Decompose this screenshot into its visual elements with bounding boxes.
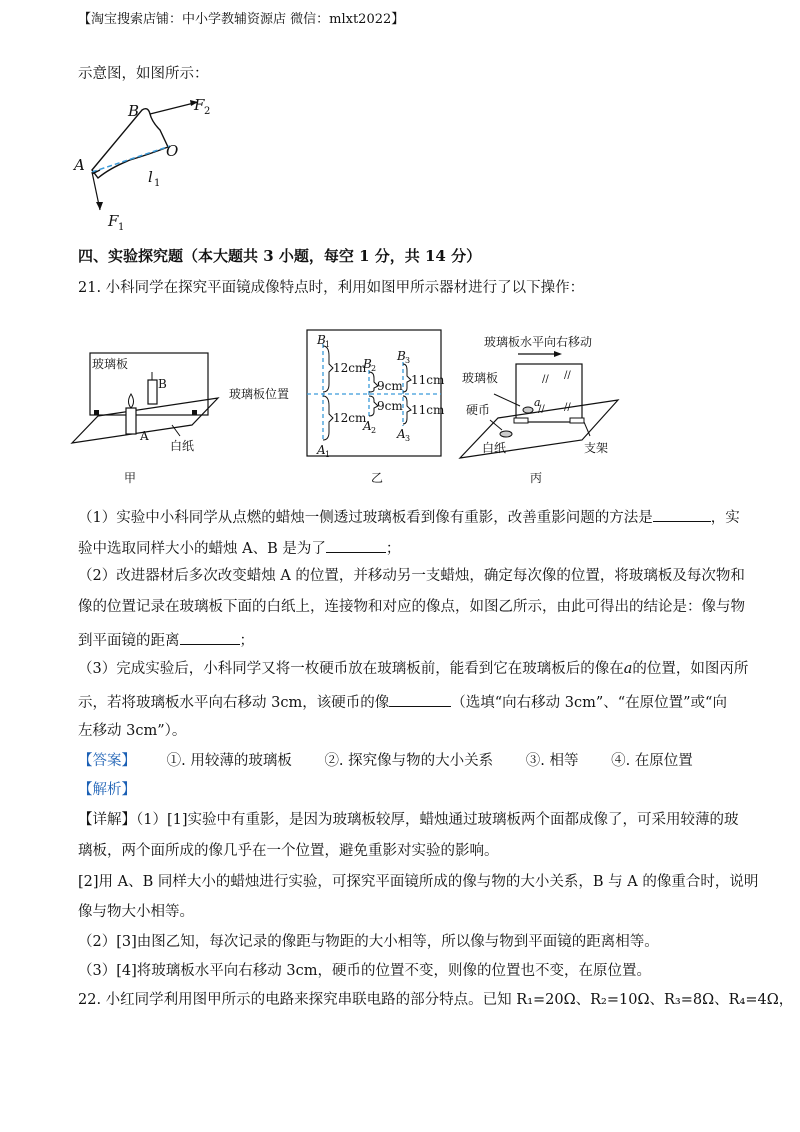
q3-blank[interactable] [389, 690, 451, 707]
answer-tag: 【答案】 [78, 753, 136, 769]
page-header: 【淘宝搜索店铺：中小学教辅资源店 微信：mlxt2022】 [78, 12, 405, 27]
q22-line: 22. 小红同学利用图甲所示的电路来探究串联电路的部分特点。已知 R₁=20Ω、R₂=10Ω、R₃=8Ω、R₄=4Ω， [78, 992, 794, 1008]
detail-line2: 璃板，两个面所成的像几乎在一个位置，避免重影对实验的影响。 [78, 843, 499, 859]
yi-label-A1-sub: 1 [325, 450, 331, 459]
detail-line1 [78, 810, 739, 830]
q2-line1: （2）改进器材后多次改变蜡烛 A 的位置，并移动另一支蜡烛，确定每次像的位置，将玻璃板及每次物和 [78, 568, 745, 584]
bing-mark-4: // [564, 402, 571, 413]
answer-2: ②. 探究像与物的大小关系 [324, 753, 494, 769]
answer-1: ①. 用较薄的玻璃板 [166, 753, 292, 769]
lever-label-l1-sub: 1 [154, 178, 161, 189]
q1-text-a: （1）实验中小科同学从点燃的蜡烛一侧透过玻璃板看到像有重影，改善重影问题的方法是 [78, 510, 653, 526]
yi-label-A2: A [363, 419, 372, 433]
q2-text-b: ； [239, 633, 254, 649]
yi-dist-11-bot: 11cm [411, 403, 445, 417]
bing-mark-3: // [538, 404, 545, 415]
q2-text-a: 到平面镜的距离 [78, 633, 180, 649]
bing-caption: 丙 [530, 471, 543, 485]
q1-line1 [78, 505, 740, 528]
yi-dist-9-top: 9cm [377, 379, 403, 393]
detail-line5: （2）[3]由图乙知，每次记录的像距与物距的大小相等，所以像与物到平面镜的距离相等。 [78, 934, 659, 950]
yi-label-A2-sub: 2 [371, 426, 377, 435]
q1-blank-2[interactable] [326, 536, 386, 553]
detail-text-1: （1）[1]实验中有重影，是因为玻璃板较厚，蜡烛通过玻璃板两个面都成像了，可采用较薄的玻 [136, 812, 739, 828]
q1-blank-1[interactable] [653, 505, 711, 522]
q3-line1 [78, 659, 748, 679]
lever-label-O: O [166, 142, 179, 160]
analysis-tag: 【解析】 [78, 782, 136, 798]
yi-label-A3: A [397, 427, 406, 441]
q21-stem: 21. 小科同学在探究平面镜成像特点时，利用如图甲所示器材进行了以下操作： [78, 280, 585, 296]
bing-paper-label: 白纸 [482, 441, 507, 455]
bing-mark-1: // [542, 374, 549, 385]
q3-line3: 左移动 3cm”）。 [78, 723, 187, 739]
jia-paper-label: 白纸 [170, 439, 195, 453]
yi-dist-12-top: 12cm [333, 361, 367, 375]
figure-jia [70, 348, 230, 488]
lever-label-B: B [128, 102, 140, 120]
q2-line2: 像的位置记录在玻璃板下面的白纸上，连接物和对应的像点，如图乙所示，由此可得出的结论是：像与物 [78, 599, 745, 615]
bing-glass-label: 玻璃板 [462, 371, 499, 385]
detail-line3: [2]用 A、B 同样大小的蜡烛进行实验，可探究平面镜所成的像与物的大小关系，B 与 A 的像重合时，说明 [78, 874, 759, 890]
q1-text-d: ； [385, 541, 401, 557]
jia-caption: 甲 [124, 471, 137, 485]
intro-line: 示意图，如图所示： [78, 66, 209, 82]
q2-blank[interactable] [180, 628, 240, 645]
detail-line6: （3）[4]将玻璃板水平向右移动 3cm，硬币的位置不变，则像的位置也不变，在原位置。 [78, 963, 651, 979]
bing-coin-label: 硬币 [466, 403, 491, 417]
lever-label-l1: l [148, 168, 153, 186]
jia-label-A: A [140, 429, 149, 443]
section-title: 四、实验探究题（本大题共 3 小题，每空 1 分，共 14 分） [78, 247, 482, 265]
lever-figure [70, 92, 220, 237]
yi-label-A3-sub: 3 [405, 434, 411, 443]
yi-label-A1: A [317, 443, 326, 457]
answer-3: ③. 相等 [525, 753, 579, 769]
q1-text-b: ，实 [710, 510, 740, 526]
yi-caption: 乙 [371, 471, 384, 485]
yi-glass-position: 玻璃板位置 [229, 387, 290, 401]
lever-label-A: A [74, 156, 85, 174]
figure-yi [225, 326, 450, 488]
bing-stand-label: 支架 [584, 441, 609, 455]
answer-4: ④. 在原位置 [611, 753, 693, 769]
lever-label-F1: F [108, 212, 119, 230]
q3-text-d: （选填“向右移动 3cm”、“在原位置”或“向 [451, 695, 727, 711]
bing-label-a: a [534, 396, 541, 409]
yi-label-B2: B [363, 357, 372, 371]
yi-dist-12-bot: 12cm [333, 411, 367, 425]
q2-line3 [78, 628, 254, 651]
q3-var-a: a [623, 661, 633, 677]
yi-label-B1-sub: 1 [325, 340, 331, 349]
figure-bing [458, 330, 638, 488]
bing-move-label: 玻璃板水平向右移动 [484, 335, 593, 349]
q1-text-c: 验中选取同样大小的蜡烛 A、B 是为了 [78, 541, 326, 557]
jia-label-B: B [158, 377, 167, 391]
lever-label-F1-sub: 1 [118, 222, 125, 233]
detail-line4: 像与物大小相等。 [78, 904, 194, 920]
q3-text-c: 示，若将玻璃板水平向右移动 3cm，该硬币的像 [78, 695, 390, 711]
yi-dist-9-bot: 9cm [377, 399, 403, 413]
q3-line2 [78, 690, 727, 713]
q3-text-b: 的位置，如图丙所 [632, 661, 749, 677]
detail-tag: 【详解】 [78, 812, 136, 828]
yi-dist-11-top: 11cm [411, 373, 445, 387]
lever-label-F2-sub: 2 [204, 106, 211, 117]
jia-glass-label: 玻璃板 [92, 357, 129, 371]
bing-mark-2: // [564, 370, 571, 381]
q3-text-a: （3）完成实验后，小科同学又将一枚硬币放在玻璃板前，能看到它在玻璃板后的像在 [78, 661, 624, 677]
yi-label-B3: B [397, 349, 406, 363]
yi-label-B3-sub: 3 [405, 356, 411, 365]
yi-label-B1: B [317, 333, 326, 347]
lever-label-F2: F [194, 96, 205, 114]
q1-line2 [78, 536, 400, 559]
answer-line [78, 751, 693, 771]
yi-label-B2-sub: 2 [371, 364, 377, 373]
